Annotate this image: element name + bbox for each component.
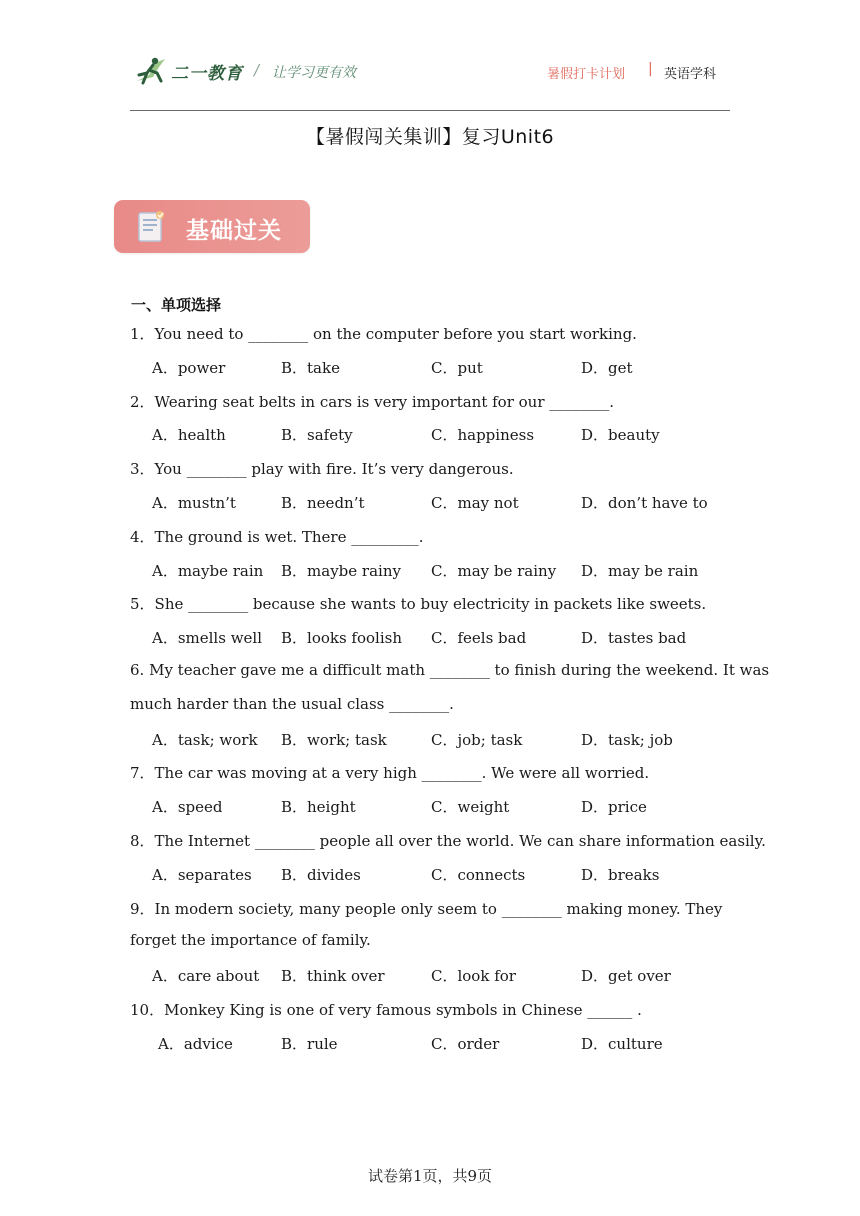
question-3-option-b: B．needn’t bbox=[281, 494, 365, 512]
question-7-option-c: C．weight bbox=[431, 798, 510, 817]
question-6-option-a: A．task; work bbox=[152, 730, 258, 749]
brand-logo bbox=[135, 54, 243, 88]
section-banner bbox=[114, 200, 310, 253]
slogan: 让学习更有效 bbox=[272, 65, 356, 81]
question-8-option-c: C．connects bbox=[431, 865, 526, 884]
running-figure-icon bbox=[135, 55, 169, 87]
document-icon bbox=[136, 209, 166, 245]
question-6-option-c: C．job; task bbox=[431, 730, 523, 749]
page-title: 【暑假闯关集训】复习Unit6 bbox=[305, 126, 555, 148]
question-8-option-b: B．divides bbox=[281, 865, 361, 884]
question-8-text: 8．The Internet ________ people all over the world. We can share information easily. bbox=[130, 832, 766, 850]
question-5-option-a: A．smells well bbox=[152, 629, 263, 648]
subject-label: 英语学科 bbox=[664, 67, 717, 82]
question-9-option-a: A．care about bbox=[152, 967, 260, 986]
question-10-option-d: D．culture bbox=[581, 1034, 663, 1053]
question-1-option-b: B．take bbox=[281, 358, 340, 377]
question-5-text: 5．She ________ because she wants to buy electricity in packets like sweets. bbox=[130, 595, 707, 614]
question-3-option-d: D．don’t have to bbox=[581, 494, 708, 512]
question-3-text: 3．You ________ play with fire. It’s very dangerous. bbox=[130, 460, 514, 479]
question-6-text: much harder than the usual class ________. bbox=[130, 694, 454, 713]
page-header bbox=[0, 0, 860, 112]
question-1-option-a: A．power bbox=[152, 358, 226, 377]
question-6-option-d: D．task; job bbox=[581, 730, 673, 749]
question-6-option-b: B．work; task bbox=[281, 730, 387, 749]
question-7-text: 7．The car was moving at a very high ________. We were all worried. bbox=[130, 764, 650, 783]
question-10-option-a: A．advice bbox=[158, 1034, 233, 1053]
header-divider bbox=[130, 110, 730, 111]
question-10-text: 10．Monkey King is one of very famous symbols in Chinese ______ . bbox=[130, 1001, 642, 1019]
question-3-option-c: C．may not bbox=[431, 494, 519, 512]
question-3-option-a: A．mustn’t bbox=[152, 494, 236, 512]
section-heading: 一、单项选择 bbox=[131, 296, 222, 314]
question-10-option-b: B．rule bbox=[281, 1034, 338, 1053]
question-2-option-d: D．beauty bbox=[581, 426, 660, 445]
question-4-option-c: C．may be rainy bbox=[431, 561, 557, 580]
question-4-text: 4．The ground is wet. There _________. bbox=[130, 527, 424, 546]
question-9-option-d: D．get over bbox=[581, 967, 671, 986]
question-7-option-b: B．height bbox=[281, 798, 356, 817]
question-9-text: 9．In modern society, many people only seem to ________ making money. They bbox=[130, 899, 723, 918]
question-4-option-b: B．maybe rainy bbox=[281, 561, 401, 580]
question-7-option-a: A．speed bbox=[152, 798, 223, 817]
header-separator: | bbox=[648, 61, 653, 77]
question-5-option-c: C．feels bad bbox=[431, 629, 527, 648]
question-9-text: forget the importance of family. bbox=[130, 931, 371, 950]
question-10-option-c: C．order bbox=[431, 1034, 500, 1053]
question-2-text: 2．Wearing seat belts in cars is very important for our ________. bbox=[130, 392, 615, 411]
question-2-option-b: B．safety bbox=[281, 426, 353, 445]
question-4-option-a: A．maybe rain bbox=[152, 561, 264, 580]
question-8-option-d: D．breaks bbox=[581, 865, 660, 884]
question-2-option-a: A．health bbox=[152, 426, 226, 445]
plan-label: 暑假打卡计划 bbox=[547, 67, 626, 82]
question-5-option-b: B．looks foolish bbox=[281, 629, 403, 648]
question-6-text: 6. My teacher gave me a difficult math ________ to finish during the weekend. It was bbox=[130, 661, 770, 679]
logo-text: 二一教育 bbox=[171, 63, 243, 84]
question-9-option-b: B．think over bbox=[281, 967, 385, 986]
question-1-text: 1．You need to ________ on the computer before you start working. bbox=[130, 325, 637, 343]
question-1-option-d: D．get bbox=[581, 358, 633, 377]
question-8-option-a: A．separates bbox=[152, 865, 252, 884]
page-footer: 试卷第1页，共9页 bbox=[367, 1167, 493, 1185]
banner-label: 基础过关 bbox=[186, 218, 282, 244]
question-4-option-d: D．may be rain bbox=[581, 561, 699, 580]
question-9-option-c: C．look for bbox=[431, 967, 516, 986]
question-1-option-c: C．put bbox=[431, 358, 483, 377]
question-2-option-c: C．happiness bbox=[431, 426, 535, 445]
slogan-separator: / bbox=[254, 61, 260, 79]
question-5-option-d: D．tastes bad bbox=[581, 629, 687, 648]
question-7-option-d: D．price bbox=[581, 798, 647, 817]
